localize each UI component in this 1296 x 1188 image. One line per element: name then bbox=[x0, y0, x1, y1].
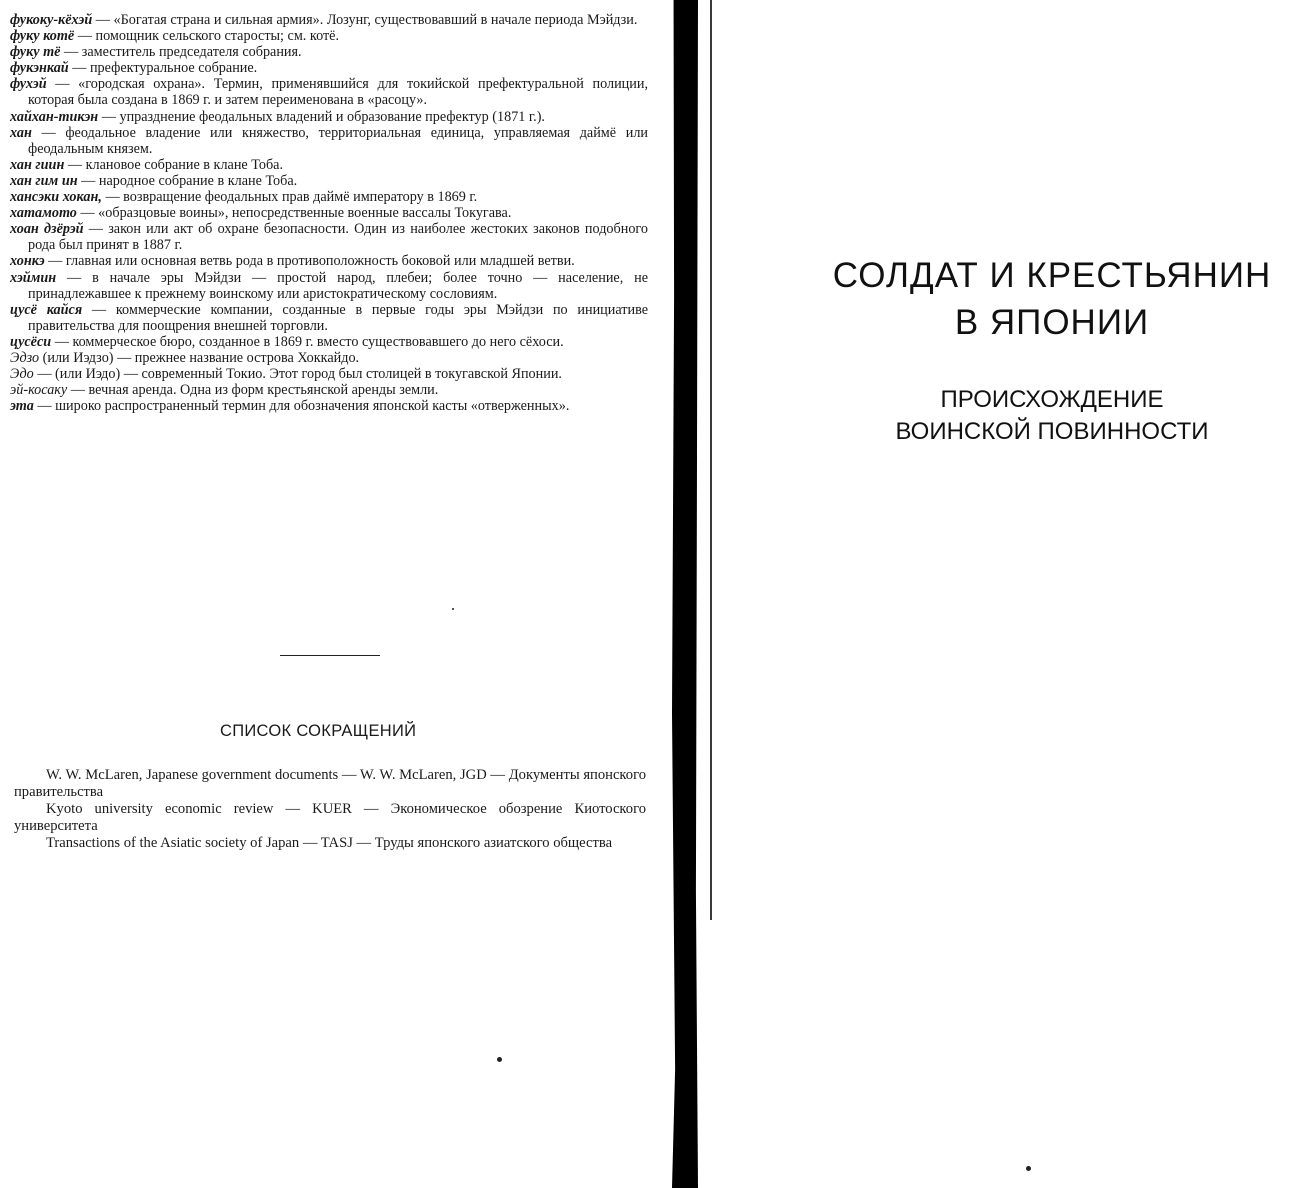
glossary-definition: — клановое собрание в клане Тоба. bbox=[64, 156, 284, 173]
right-page bbox=[712, 0, 1296, 1188]
section-divider bbox=[280, 655, 380, 656]
glossary-definition: — (или Иэдо) — современный Токио. Этот город был столицей в токугавской Японии. bbox=[33, 366, 562, 383]
glossary-term: фухэй bbox=[10, 76, 47, 93]
glossary-definition: — коммерческое бюро, созданное в 1869 г. вместо существовавшего до него сёхоси. bbox=[51, 333, 564, 350]
glossary-list bbox=[10, 12, 648, 414]
glossary-term: хайхан-тикэн bbox=[10, 108, 99, 125]
glossary-entry bbox=[10, 60, 648, 76]
glossary-definition: — «Богатая страна и сильная армия». Лозунг, существовавший в начале периода Мэйдзи. bbox=[92, 12, 638, 28]
glossary-definition: — «городская охрана». Термин, применявшийся для токийской префектуральной полиции, которая была создана в 1869 г. и затем переименована в «расоцу». bbox=[28, 76, 648, 109]
abbreviation-item: Kyoto university economic review — KUER — Экономическое обозрение Киотоского университета bbox=[14, 801, 646, 834]
glossary-definition: — «образцовые воины», непосредственные военные вассалы Токугава. bbox=[76, 205, 512, 222]
glossary-definition: — главная или основная ветвь рода в противоположность боковой или младшей ветви. bbox=[44, 253, 575, 270]
glossary-term: фукоку-кёхэй bbox=[10, 12, 93, 28]
book-subtitle bbox=[852, 384, 1252, 448]
glossary-entry bbox=[10, 76, 648, 108]
glossary-entry bbox=[10, 253, 648, 269]
abbreviations-list bbox=[14, 767, 646, 852]
glossary-definition: — заместитель председателя собрания. bbox=[60, 44, 302, 61]
glossary-term: хан гиин bbox=[10, 156, 65, 173]
glossary-entry bbox=[10, 109, 648, 125]
glossary-entry bbox=[10, 270, 648, 302]
glossary-definition: (или Иэдзо) — прежнее название острова Хоккайдо. bbox=[39, 349, 360, 366]
glossary-definition: — коммерческие компании, созданные в первые годы эры Мэйдзи по инициативе правительства для поощрения внешней торговли. bbox=[28, 301, 648, 334]
glossary-entry bbox=[10, 334, 648, 350]
glossary-definition: — феодальное владение или княжество, территориальная единица, управляемая даймё или феодальным князем. bbox=[28, 124, 648, 157]
glossary-entry bbox=[10, 12, 648, 28]
glossary-definition: — помощник сельского старосты; см. котё. bbox=[74, 28, 340, 45]
glossary-definition: — префектуральное собрание. bbox=[68, 60, 258, 77]
print-speck bbox=[452, 608, 454, 610]
glossary-entry bbox=[10, 366, 648, 382]
abbreviations-heading: СПИСОК СОКРАЩЕНИЙ bbox=[220, 722, 417, 740]
book-spine-shadow bbox=[672, 0, 698, 1188]
glossary-term: хатамото bbox=[10, 205, 77, 222]
glossary-entry bbox=[10, 350, 648, 366]
glossary-entry bbox=[10, 302, 648, 334]
glossary-term: хан гим ин bbox=[10, 172, 78, 189]
glossary-term: цусё кайся bbox=[10, 301, 83, 318]
glossary-entry bbox=[10, 44, 648, 60]
book-title bbox=[812, 252, 1292, 346]
glossary-term: фуку тё bbox=[10, 44, 61, 61]
print-speck bbox=[1026, 1166, 1031, 1171]
glossary-entry bbox=[10, 382, 648, 398]
glossary-entry bbox=[10, 205, 648, 221]
glossary-entry bbox=[10, 173, 648, 189]
book-subtitle-line: ВОИНСКОЙ ПОВИННОСТИ bbox=[895, 418, 1209, 445]
glossary-term: фуку котё bbox=[10, 28, 75, 45]
glossary-term: Эдо bbox=[10, 366, 34, 383]
abbreviation-item: W. W. McLaren, Japanese government documents — W. W. McLaren, JGD — Документы японского правительства bbox=[14, 767, 646, 800]
glossary-definition: — в начале эры Мэйдзи — простой народ, плебеи; более точно — население, не принадлежавшее к прежнему воинскому или аристократическому сословиям. bbox=[28, 269, 648, 302]
glossary-term: хансэки хокан, bbox=[10, 189, 102, 206]
abbreviation-item: Transactions of the Asiatic society of Japan — TASJ — Труды японского азиатского общества bbox=[46, 835, 613, 851]
book-subtitle-line: ПРОИСХОЖДЕНИЕ bbox=[940, 386, 1164, 413]
glossary-term: цусёси bbox=[10, 333, 52, 350]
glossary-definition: — возвращение феодальных прав даймё императору в 1869 г. bbox=[101, 189, 478, 206]
book-title-line: В ЯПОНИИ bbox=[954, 303, 1150, 342]
glossary-entry bbox=[10, 28, 648, 44]
glossary-term: хонкэ bbox=[10, 253, 45, 270]
book-title-line: СОЛДАТ И КРЕСТЬЯНИН bbox=[832, 256, 1272, 295]
glossary-entry bbox=[10, 125, 648, 157]
glossary-term: Эдзо bbox=[10, 349, 40, 366]
glossary-term: хоан дзёрэй bbox=[10, 221, 84, 238]
glossary-term: эта bbox=[10, 398, 34, 415]
glossary-term: хэймин bbox=[10, 269, 57, 286]
glossary-definition: — вечная аренда. Одна из форм крестьянской аренды земли. bbox=[67, 382, 439, 399]
glossary-term: хан bbox=[10, 124, 32, 141]
glossary-term: эй-косаку bbox=[10, 382, 68, 399]
glossary-entry bbox=[10, 221, 648, 253]
print-speck bbox=[497, 1057, 502, 1062]
glossary-entry bbox=[10, 398, 648, 414]
glossary-definition: — народное собрание в клане Тоба. bbox=[77, 172, 298, 189]
glossary-entry bbox=[10, 157, 648, 173]
glossary-definition: — упразднение феодальных владений и образование префектур (1871 г.). bbox=[98, 108, 545, 125]
glossary-definition: — широко распространенный термин для обозначения японской касты «отверженных». bbox=[33, 398, 570, 415]
glossary-definition: — закон или акт об охране безопасности. Один из наиболее жестоких законов подобного рода был принят в 1887 г. bbox=[28, 221, 648, 254]
glossary-term: фукэнкай bbox=[10, 60, 69, 77]
glossary-entry bbox=[10, 189, 648, 205]
